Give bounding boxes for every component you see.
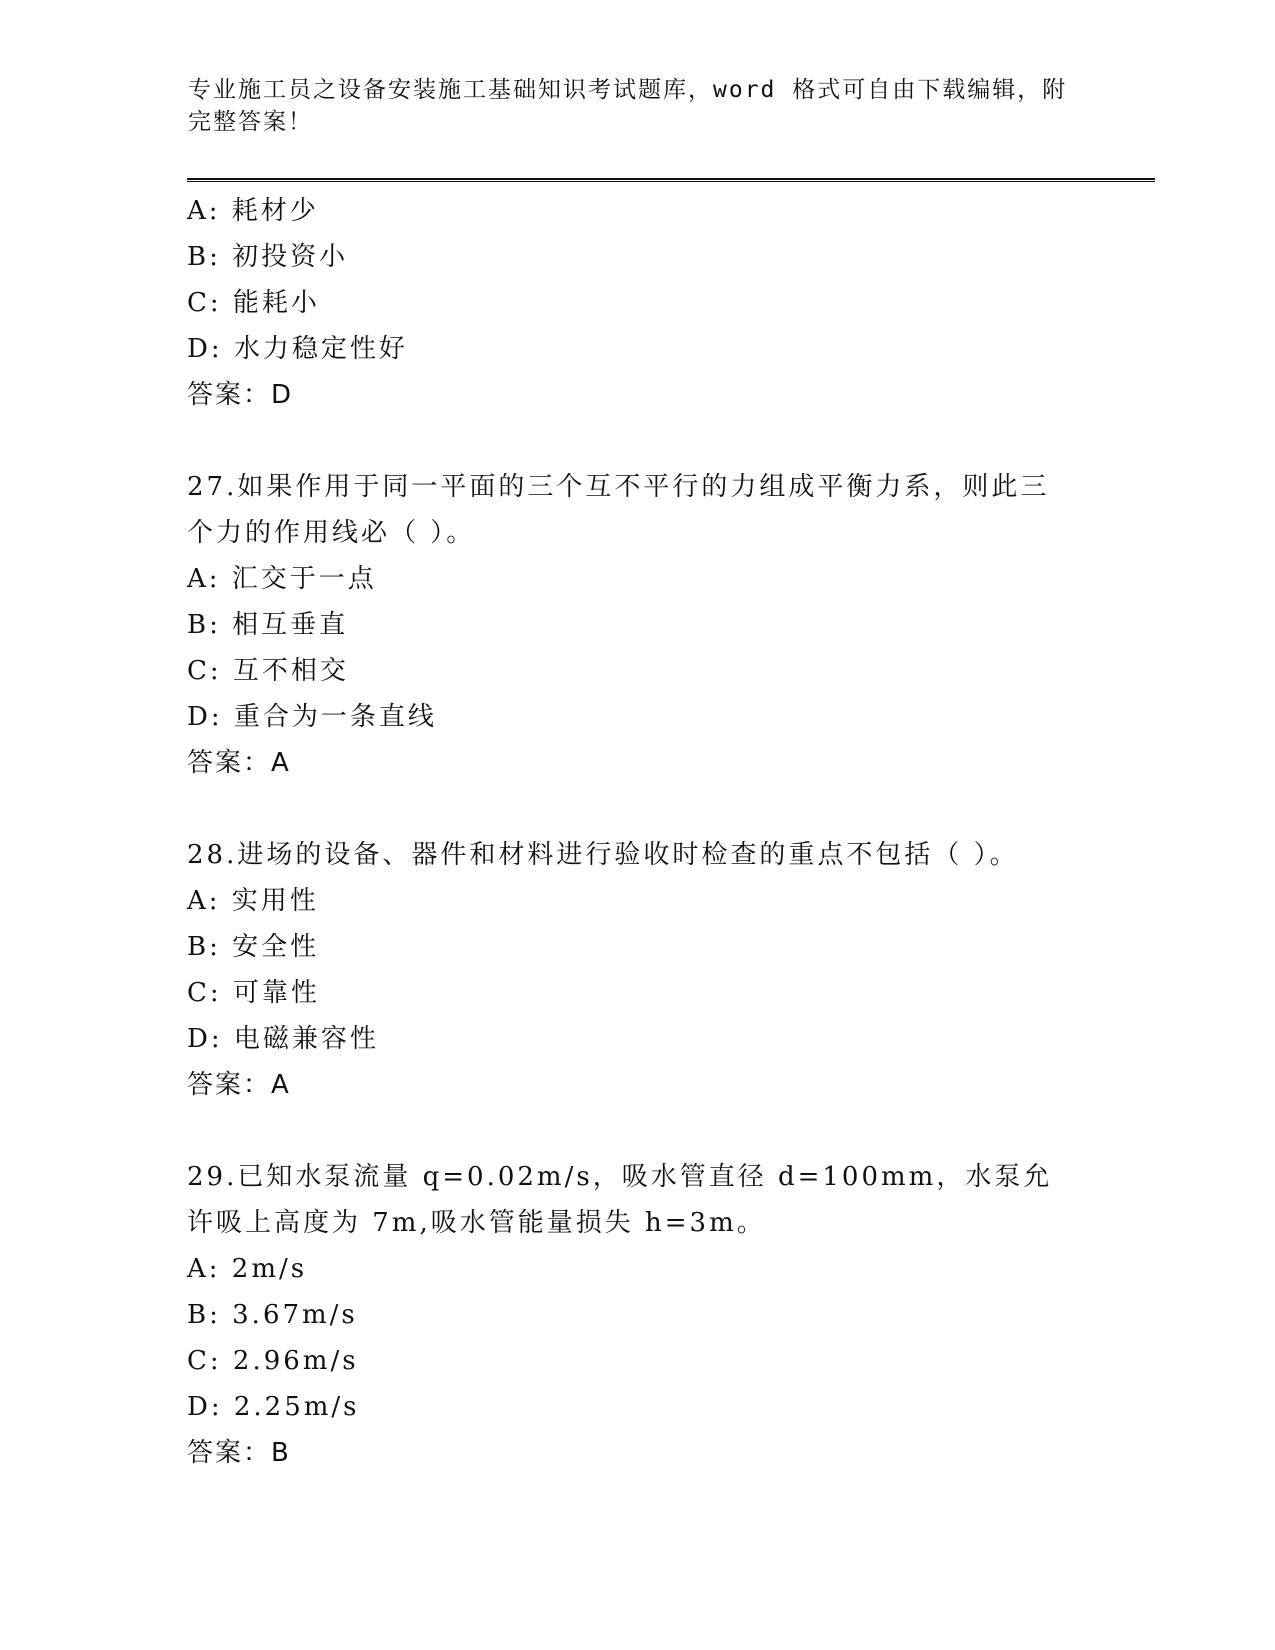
question-block-29	[187, 1154, 1087, 1476]
option-b: B: 3.67m/s	[187, 1300, 358, 1330]
document-header-text: 专业施工员之设备安装施工基础知识考试题库，word 格式可自由下载编辑，附完整答案！	[188, 77, 1068, 135]
option-d: D: 2.25m/s	[187, 1392, 360, 1422]
option-d: D: 电磁兼容性	[187, 1024, 379, 1054]
option-a: A: 耗材少	[187, 196, 319, 226]
question-prompt: 27.如果作用于同一平面的三个互不平行的力组成平衡力系，则此三个力的作用线必（ ）。	[187, 472, 1050, 548]
option-b: B: 相互垂直	[187, 610, 349, 640]
question-block-28	[187, 832, 1087, 1108]
option-c: C: 能耗小	[187, 288, 320, 318]
header-divider	[187, 178, 1155, 182]
question-prompt: 29.已知水泵流量 q=0.02m/s，吸水管直径 d=100mm，水泵允许吸上高度为 7m,吸水管能量损失 h=3m。	[187, 1162, 1053, 1238]
option-b: B: 初投资小	[187, 242, 349, 272]
question-block-26	[187, 188, 1087, 418]
option-b: B: 安全性	[187, 932, 320, 962]
option-c: C: 可靠性	[187, 978, 320, 1008]
answer-line: 答案：D	[187, 380, 294, 410]
question-list	[187, 188, 1087, 1476]
option-c: C: 2.96m/s	[187, 1346, 359, 1376]
option-d: D: 重合为一条直线	[187, 702, 437, 732]
answer-line: 答案：B	[187, 1438, 291, 1468]
option-a: A: 2m/s	[187, 1254, 308, 1284]
answer-line: 答案：A	[187, 1070, 291, 1100]
option-a: A: 汇交于一点	[187, 564, 377, 594]
option-c: C: 互不相交	[187, 656, 349, 686]
answer-line: 答案：A	[187, 748, 291, 778]
option-d: D: 水力稳定性好	[187, 334, 408, 364]
question-prompt: 28.进场的设备、器件和材料进行验收时检查的重点不包括（ ）。	[187, 840, 1019, 870]
option-a: A: 实用性	[187, 886, 319, 916]
question-block-27	[187, 464, 1087, 786]
